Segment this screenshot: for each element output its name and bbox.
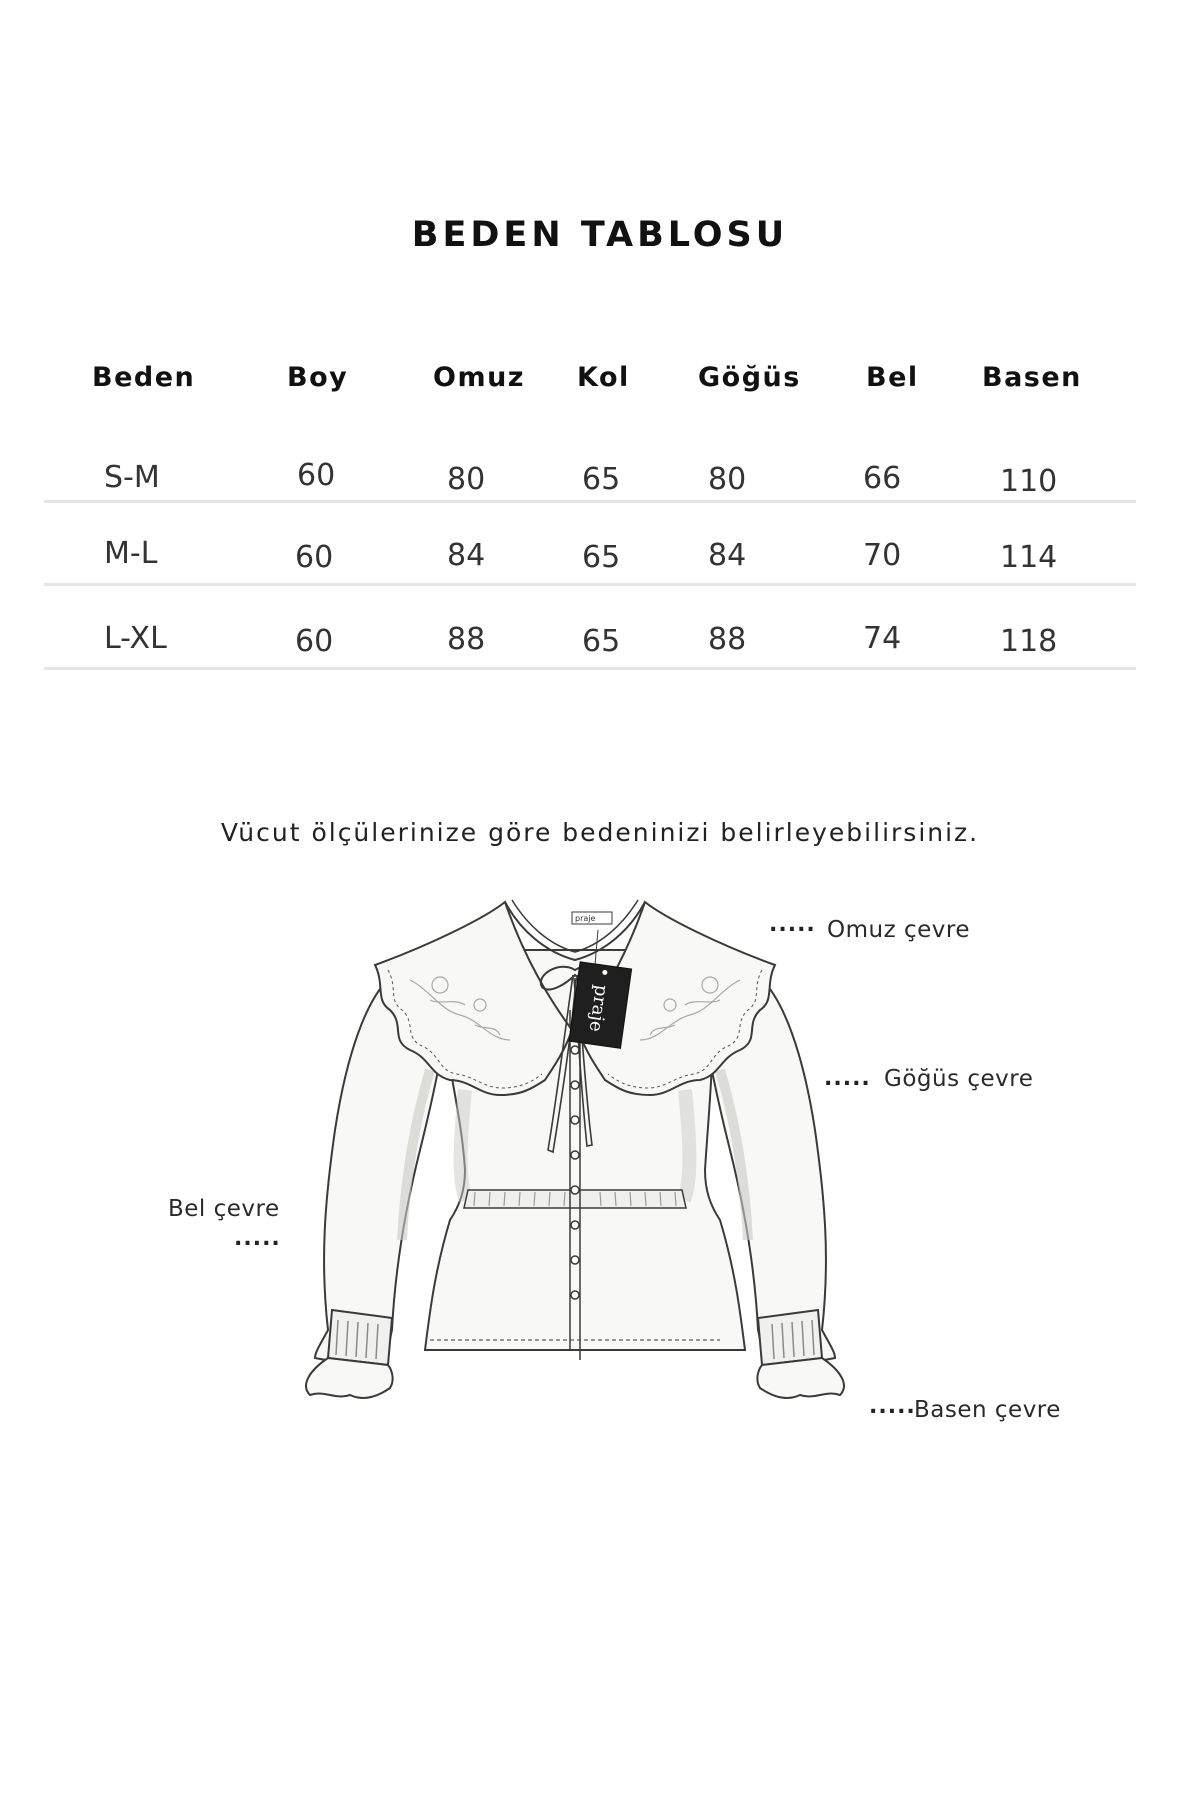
- header-omuz: Omuz: [433, 362, 526, 393]
- bel-label: Bel çevre: [168, 1196, 280, 1222]
- cell-boy: 60: [295, 624, 334, 659]
- cell-omuz: 80: [447, 462, 486, 497]
- row-divider: [44, 500, 1136, 503]
- header-bel: Bel: [866, 362, 919, 393]
- instruction-text: Vücut ölçülerinize göre bedeninizi belirleyebilirsiniz.: [220, 818, 980, 847]
- gogus-leader-dots: .....: [824, 1066, 871, 1091]
- gogus-label: Göğüs çevre: [884, 1066, 1034, 1092]
- header-beden: Beden: [92, 362, 196, 393]
- page-title: BEDEN TABLOSU: [411, 215, 789, 255]
- cell-omuz: 88: [447, 622, 486, 657]
- tag-brand-text: praje: [584, 983, 612, 1034]
- cell-gogus: 80: [708, 462, 747, 497]
- basen-label: Basen çevre: [914, 1397, 1061, 1423]
- cell-kol: 65: [582, 462, 621, 497]
- cell-bel: 70: [863, 538, 902, 573]
- row-divider: [44, 583, 1136, 586]
- neck-label-text: praje: [575, 914, 596, 923]
- cell-omuz: 84: [447, 538, 486, 573]
- cell-boy: 60: [297, 458, 336, 493]
- basen-leader-dots: .....: [869, 1394, 916, 1419]
- left-ruffle: [306, 1358, 393, 1398]
- hang-tag: [569, 962, 632, 1048]
- header-gogus: Göğüs: [698, 362, 801, 393]
- header-kol: Kol: [577, 362, 630, 393]
- cell-beden: L-XL: [104, 621, 167, 656]
- omuz-leader-dots: .....: [769, 912, 816, 937]
- cell-bel: 66: [863, 461, 902, 496]
- bel-leader-dots: .....: [234, 1226, 281, 1251]
- header-boy: Boy: [287, 362, 349, 393]
- row-divider: [44, 667, 1136, 670]
- cell-gogus: 88: [708, 622, 747, 657]
- cell-gogus: 84: [708, 538, 747, 573]
- omuz-label: Omuz çevre: [827, 917, 970, 943]
- cell-kol: 65: [582, 624, 621, 659]
- cell-basen: 118: [1000, 624, 1058, 659]
- cell-kol: 65: [582, 540, 621, 575]
- blouse-illustration: [280, 890, 880, 1510]
- cell-basen: 110: [1000, 464, 1058, 499]
- cell-basen: 114: [1000, 540, 1058, 575]
- right-ruffle: [757, 1358, 844, 1398]
- cell-beden: S-M: [104, 460, 160, 495]
- cell-beden: M-L: [104, 536, 158, 571]
- cell-bel: 74: [863, 621, 902, 656]
- cell-boy: 60: [295, 540, 334, 575]
- header-basen: Basen: [982, 362, 1082, 393]
